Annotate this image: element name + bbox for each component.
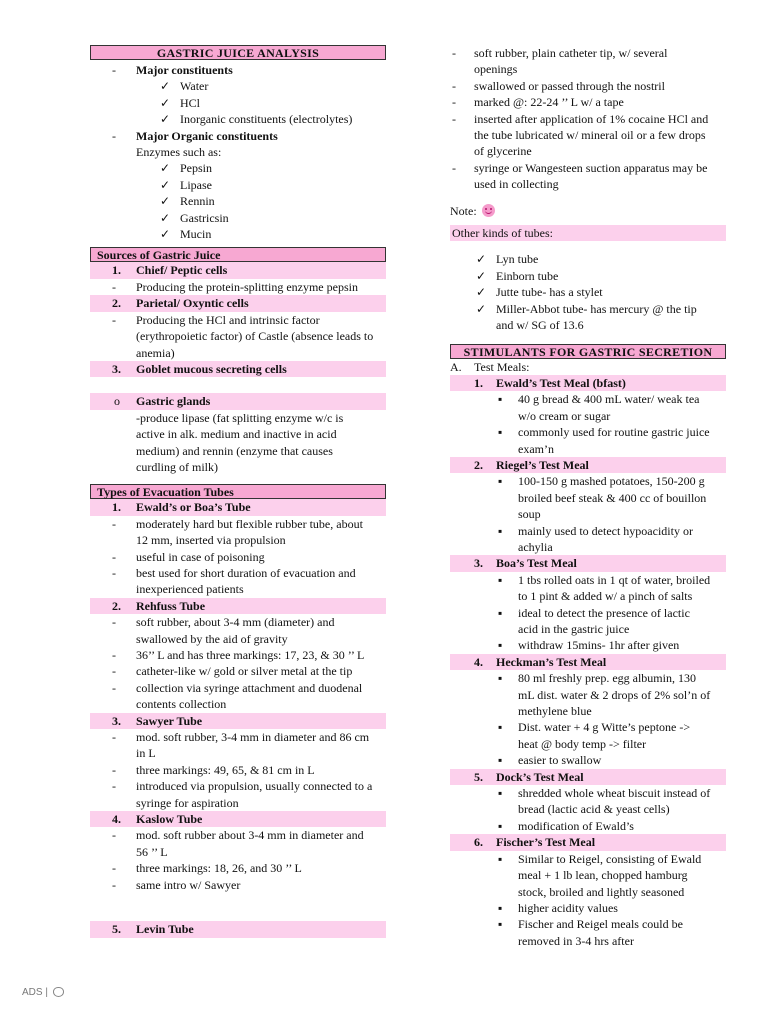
tube-levin-heading: 5. Levin Tube [90, 921, 386, 937]
test-meals-list [450, 375, 726, 949]
levin-item: - soft rubber, plain catheter tip, w/ several openings [452, 46, 668, 77]
test-meal-item: ▪ ideal to detect the presence of lactic acid in the gastric juice [498, 605, 690, 636]
test-meal-heading: 6. Fischer’s Test Meal [450, 834, 726, 850]
tube-ewald-items [90, 516, 386, 598]
test-meal-item: ▪ Similar to Reigel, consisting of Ewald meal + 1 lb lean, chopped hamburg stock, broiled and lightly seasoned [498, 851, 702, 899]
tube-sawyer-heading: 3. Sawyer Tube [90, 713, 386, 729]
levin-item: - inserted after application of 1% cocaine HCl and the tube lubricated w/ mineral oil or a few drops of glycerine [452, 111, 709, 159]
other-tube-item: ✓ Miller-Abbot tube- has mercury @ the tip and w/ SG of 13.6 [476, 301, 697, 333]
tube-item: - useful in case of poisoning [112, 549, 265, 564]
right-column [450, 45, 726, 949]
other-tube-item: ✓ Jutte tube- has a stylet [476, 285, 603, 300]
source-parietal-cells: 2. Parietal/ Oxyntic cells [90, 295, 386, 311]
smiley-icon [482, 204, 495, 217]
tube-item: - introduced via propulsion, usually connected to a syringe for aspiration [112, 779, 373, 810]
other-tube-item: ✓ Lyn tube [476, 252, 539, 267]
test-meal-item: ▪ easier to swallow [498, 753, 602, 768]
tube-item: - soft rubber, about 3-4 mm (diameter) and swallowed by the aid of gravity [112, 615, 335, 646]
test-meal-heading: 2. Riegel’s Test Meal [450, 457, 726, 473]
constituents-list [90, 78, 386, 127]
test-meal-item: ▪ 80 ml freshly prep. egg albumin, 130 mL dist. water & 2 drops of 2% sol’n of methylene blue [498, 671, 711, 719]
enzymes-list [90, 160, 386, 242]
constituent-item: ✓ Inorganic constituents (electrolytes) [160, 112, 353, 127]
constituent-item: ✓ Water [160, 79, 209, 94]
source-chief-cells: 1. Chief/ Peptic cells [90, 262, 386, 278]
test-meal-heading: 3. Boa’s Test Meal [450, 555, 726, 571]
tube-ewald-heading: 1. Ewald’s or Boa’s Tube [90, 499, 386, 515]
test-meal-item: ▪ higher acidity values [498, 900, 618, 915]
test-meal-item: ▪ mainly used to detect hypoacidity or achylia [498, 523, 693, 554]
tube-item: - best used for short duration of evacuation and inexperienced patients [112, 565, 356, 597]
enzyme-item: ✓ Gastricsin [160, 210, 229, 225]
test-meal-item: ▪ withdraw 15mins- 1hr after given [498, 638, 680, 653]
source-chief-desc: - Producing the protein-splitting enzyme pepsin [112, 279, 358, 294]
test-meal-item: ▪ commonly used for routine gastric juice exam’n [498, 425, 710, 456]
enzyme-item: ✓ Mucin [160, 227, 212, 242]
tube-kaslow-items [90, 827, 386, 893]
major-constituents-heading: - Major constituents [112, 63, 233, 77]
footer: ADS | [22, 985, 64, 1001]
source-parietal-desc: - Producing the HCl and intrinsic factor (erythropoietic factor) of Castle (absence leads to anemia) [112, 312, 374, 360]
levin-item: - swallowed or passed through the nostril [452, 78, 665, 93]
test-meal-item: ▪ modification of Ewald’s [498, 818, 634, 833]
tube-item: - same intro w/ Sawyer [112, 877, 241, 892]
gastric-juice-title: GASTRIC JUICE ANALYSIS [90, 45, 386, 60]
constituent-item: ✓ HCl [160, 95, 201, 110]
test-meal-item: ▪ Dist. water + 4 g Witte’s peptone -> heat @ body temp -> filter [498, 720, 691, 751]
levin-item: - syringe or Wangesteen suction apparatus may be used in collecting [452, 160, 708, 192]
tube-rehfuss-items [90, 614, 386, 712]
tube-item: - mod. soft rubber, 3-4 mm in diameter and 86 cm in L [112, 730, 370, 761]
tube-item: - 36’’ L and has three markings: 17, 23, & 30 ’’ L [112, 648, 365, 662]
tube-item: - collection via syringe attachment and duodenal contents collection [112, 680, 363, 712]
source-gastric-glands: o Gastric glands [90, 393, 386, 409]
test-meal-heading: 5. Dock’s Test Meal [450, 769, 726, 785]
other-tube-item: ✓ Einborn tube [476, 268, 559, 283]
other-tubes-title: Other kinds of tubes: [450, 225, 726, 241]
test-meal-item: ▪ Fischer and Reigel meals could be removed in 3-4 hrs after [498, 917, 683, 948]
enzyme-item: ✓ Pepsin [160, 161, 213, 176]
source-goblet-cells: 3. Goblet mucous secreting cells [90, 361, 386, 377]
test-meals-heading: A. Test Meals: [450, 359, 530, 374]
test-meal-heading: 4. Heckman’s Test Meal [450, 654, 726, 670]
test-meal-item: ▪ 100-150 g mashed potatoes, 150-200 g broiled beef steak & 400 cc of bouillon soup [498, 474, 707, 522]
test-meal-item: ▪ 1 tbs rolled oats in 1 qt of water, broiled to 1 pint & added w/ a pinch of salts [498, 572, 711, 604]
other-tubes-list [450, 251, 726, 333]
levin-item: - marked @: 22-24 ’’ L w/ a tape [452, 95, 624, 110]
source-gastric-glands-desc: -produce lipase (fat splitting enzyme w/c is active in alk. medium and inactive in acid medium) and rennin (enzyme that causes curdling of milk) [136, 410, 344, 474]
tube-item: - catheter-like w/ gold or silver metal at the tip [112, 664, 353, 679]
tube-sawyer-items [90, 729, 386, 811]
left-column [90, 45, 386, 938]
enzymes-intro: Enzymes such as: [136, 145, 222, 160]
levin-tube-items [450, 45, 726, 193]
tube-rehfuss-heading: 2. Rehfuss Tube [90, 598, 386, 614]
tube-item: - three markings: 49, 65, & 81 cm in L [112, 762, 315, 777]
enzyme-item: ✓ Rennin [160, 194, 215, 209]
test-meal-item: ▪ shredded whole wheat biscuit instead of bread (lactic acid & yeast cells) [498, 786, 711, 817]
note-line: Note: [450, 203, 726, 219]
cat-icon [53, 987, 64, 997]
sources-title: Sources of Gastric Juice [90, 247, 386, 262]
test-meal-item: ▪ 40 g bread & 400 mL water/ weak tea w/o cream or sugar [498, 392, 700, 423]
major-organic-heading: - Major Organic constituents [112, 128, 278, 143]
evacuation-tubes-title: Types of Evacuation Tubes [90, 484, 386, 499]
tube-item: - mod. soft rubber about 3-4 mm in diameter and 56 ’’ L [112, 828, 364, 859]
enzyme-item: ✓ Lipase [160, 177, 212, 192]
tube-item: - three markings: 18, 26, and 30 ’’ L [112, 861, 302, 876]
stimulants-title: STIMULANTS FOR GASTRIC SECRETION [450, 344, 726, 359]
test-meal-heading: 1. Ewald’s Test Meal (bfast) [450, 375, 726, 391]
tube-item: - moderately hard but flexible rubber tube, about 12 mm, inserted via propulsion [112, 516, 363, 548]
tube-kaslow-heading: 4. Kaslow Tube [90, 811, 386, 827]
